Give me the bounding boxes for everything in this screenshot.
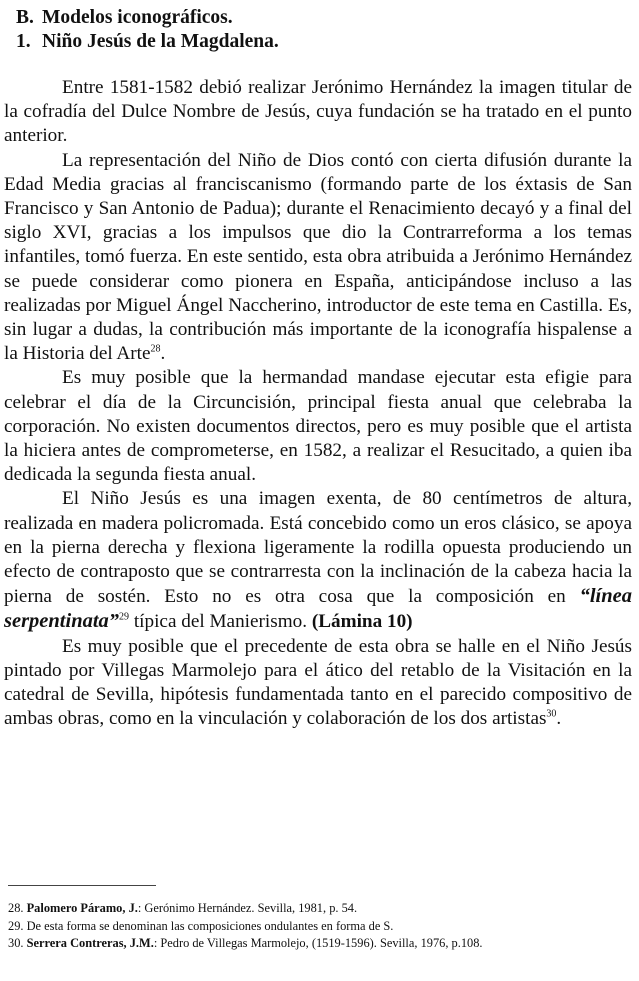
subsection-number: 1. — [16, 31, 31, 52]
footnote-ref-28[interactable]: 28 — [150, 343, 161, 355]
paragraph-2-text: La representación del Niño de Dios contó con cierta difusión durante la Edad Media gracias al franciscanismo (formando parte de los éxtasis de San Francisco y San Antonio de Padua); durante el Renacimiento decayó y a final del siglo XVI, gracias a los impulsos que dio la Contrarreforma a los temas infantiles, tomó fuerza. En este sentido, esta obra atribuida a Jerónimo Hernández se puede considerar como pionera en España, anticipándose incluso a las realizadas por Miguel Ángel Naccherino, introductor de este tema en Castilla. Es, sin lugar a dudas, la contribución más importante de la iconografía hispalense a la Historia del Arte — [4, 149, 632, 365]
section-heading — [4, 6, 632, 30]
footnote-ref-29[interactable]: 29 — [119, 612, 130, 624]
subsection-title: Niño Jesús de la Magdalena. — [42, 31, 279, 52]
paragraph-4 — [4, 487, 632, 634]
lamina-reference: (Lámina 10) — [311, 611, 413, 633]
footnote-author: Serrera Contreras, J.M. — [26, 936, 154, 950]
section-title: Modelos iconográficos. — [42, 7, 233, 28]
paragraph-2-end: . — [160, 343, 166, 365]
footnote-divider — [8, 885, 156, 886]
footnote-number: 30. — [8, 936, 24, 950]
paragraph-1: Entre 1581-1582 debió realizar Jerónimo Hernández la imagen titular de la cofradía del Dulce Nombre de Jesús, cuya fundación se ha tratado en el punto anterior. — [4, 77, 632, 147]
footnote-text: : Pedro de Villegas Marmolejo, (1519-1596). Sevilla, 1976, p.108. — [153, 936, 483, 950]
footnote-number: 28. — [8, 901, 24, 915]
paragraph-5-text: Es muy posible que el precedente de esta obra se halle en el Niño Jesús pintado por Villegas Marmolejo para el ático del retablo de la Visitación en la catedral de Sevilla, hipótesis fundamentada tanto en el parecido compositivo de ambas obras, como en la vinculación y colaboración de los dos artistas — [4, 635, 632, 730]
paragraph-2 — [4, 149, 632, 367]
footnote-29 — [8, 918, 634, 936]
paragraph-5 — [4, 635, 632, 732]
footnote-30 — [8, 935, 634, 953]
document-page — [4, 6, 632, 731]
footnote-text: De esta forma se denominan las composiciones ondulantes en forma de S. — [26, 918, 394, 933]
section-letter: B. — [16, 7, 34, 28]
footnote-ref-30[interactable]: 30 — [546, 708, 557, 720]
footnotes — [8, 900, 634, 953]
footnote-number: 29. — [8, 918, 24, 933]
paragraph-4-text: El Niño Jesús es una imagen exenta, de 80 centímetros de altura, realizada en madera policromada. Está concebido como un eros clásico, se apoya en la pierna derecha y flexiona ligeramente la rodilla opuesta produciendo un efecto de contraposto que se contrarresta con la inclinación de la cabeza hacia la pierna de sostén. Esto no es otra cosa que la composición en — [4, 488, 632, 608]
paragraph-5-end: . — [556, 708, 562, 730]
paragraph-3: Es muy posible que la hermandad mandase ejecutar esta efigie para celebrar el día de la Circuncisión, principal fiesta anual que celebraba la corporación. No existen documentos directos, pero es muy posible que el artista la hiciera antes de comprometerse, en 1582, a realizar el Resucitado, a quien iba dedicada la segunda fiesta anual. — [4, 367, 632, 486]
paragraph-4-text-b: típica del Manierismo. — [129, 611, 312, 633]
footnote-author: Palomero Páramo, J. — [26, 901, 138, 915]
linea-serpentinata-quote: “línea serpentinata” — [4, 585, 632, 633]
body-text — [4, 76, 632, 731]
footnote-28 — [8, 900, 634, 918]
footnote-text: : Gerónimo Hernández. Sevilla, 1981, p. 54. — [137, 901, 358, 915]
subsection-heading — [4, 30, 632, 54]
